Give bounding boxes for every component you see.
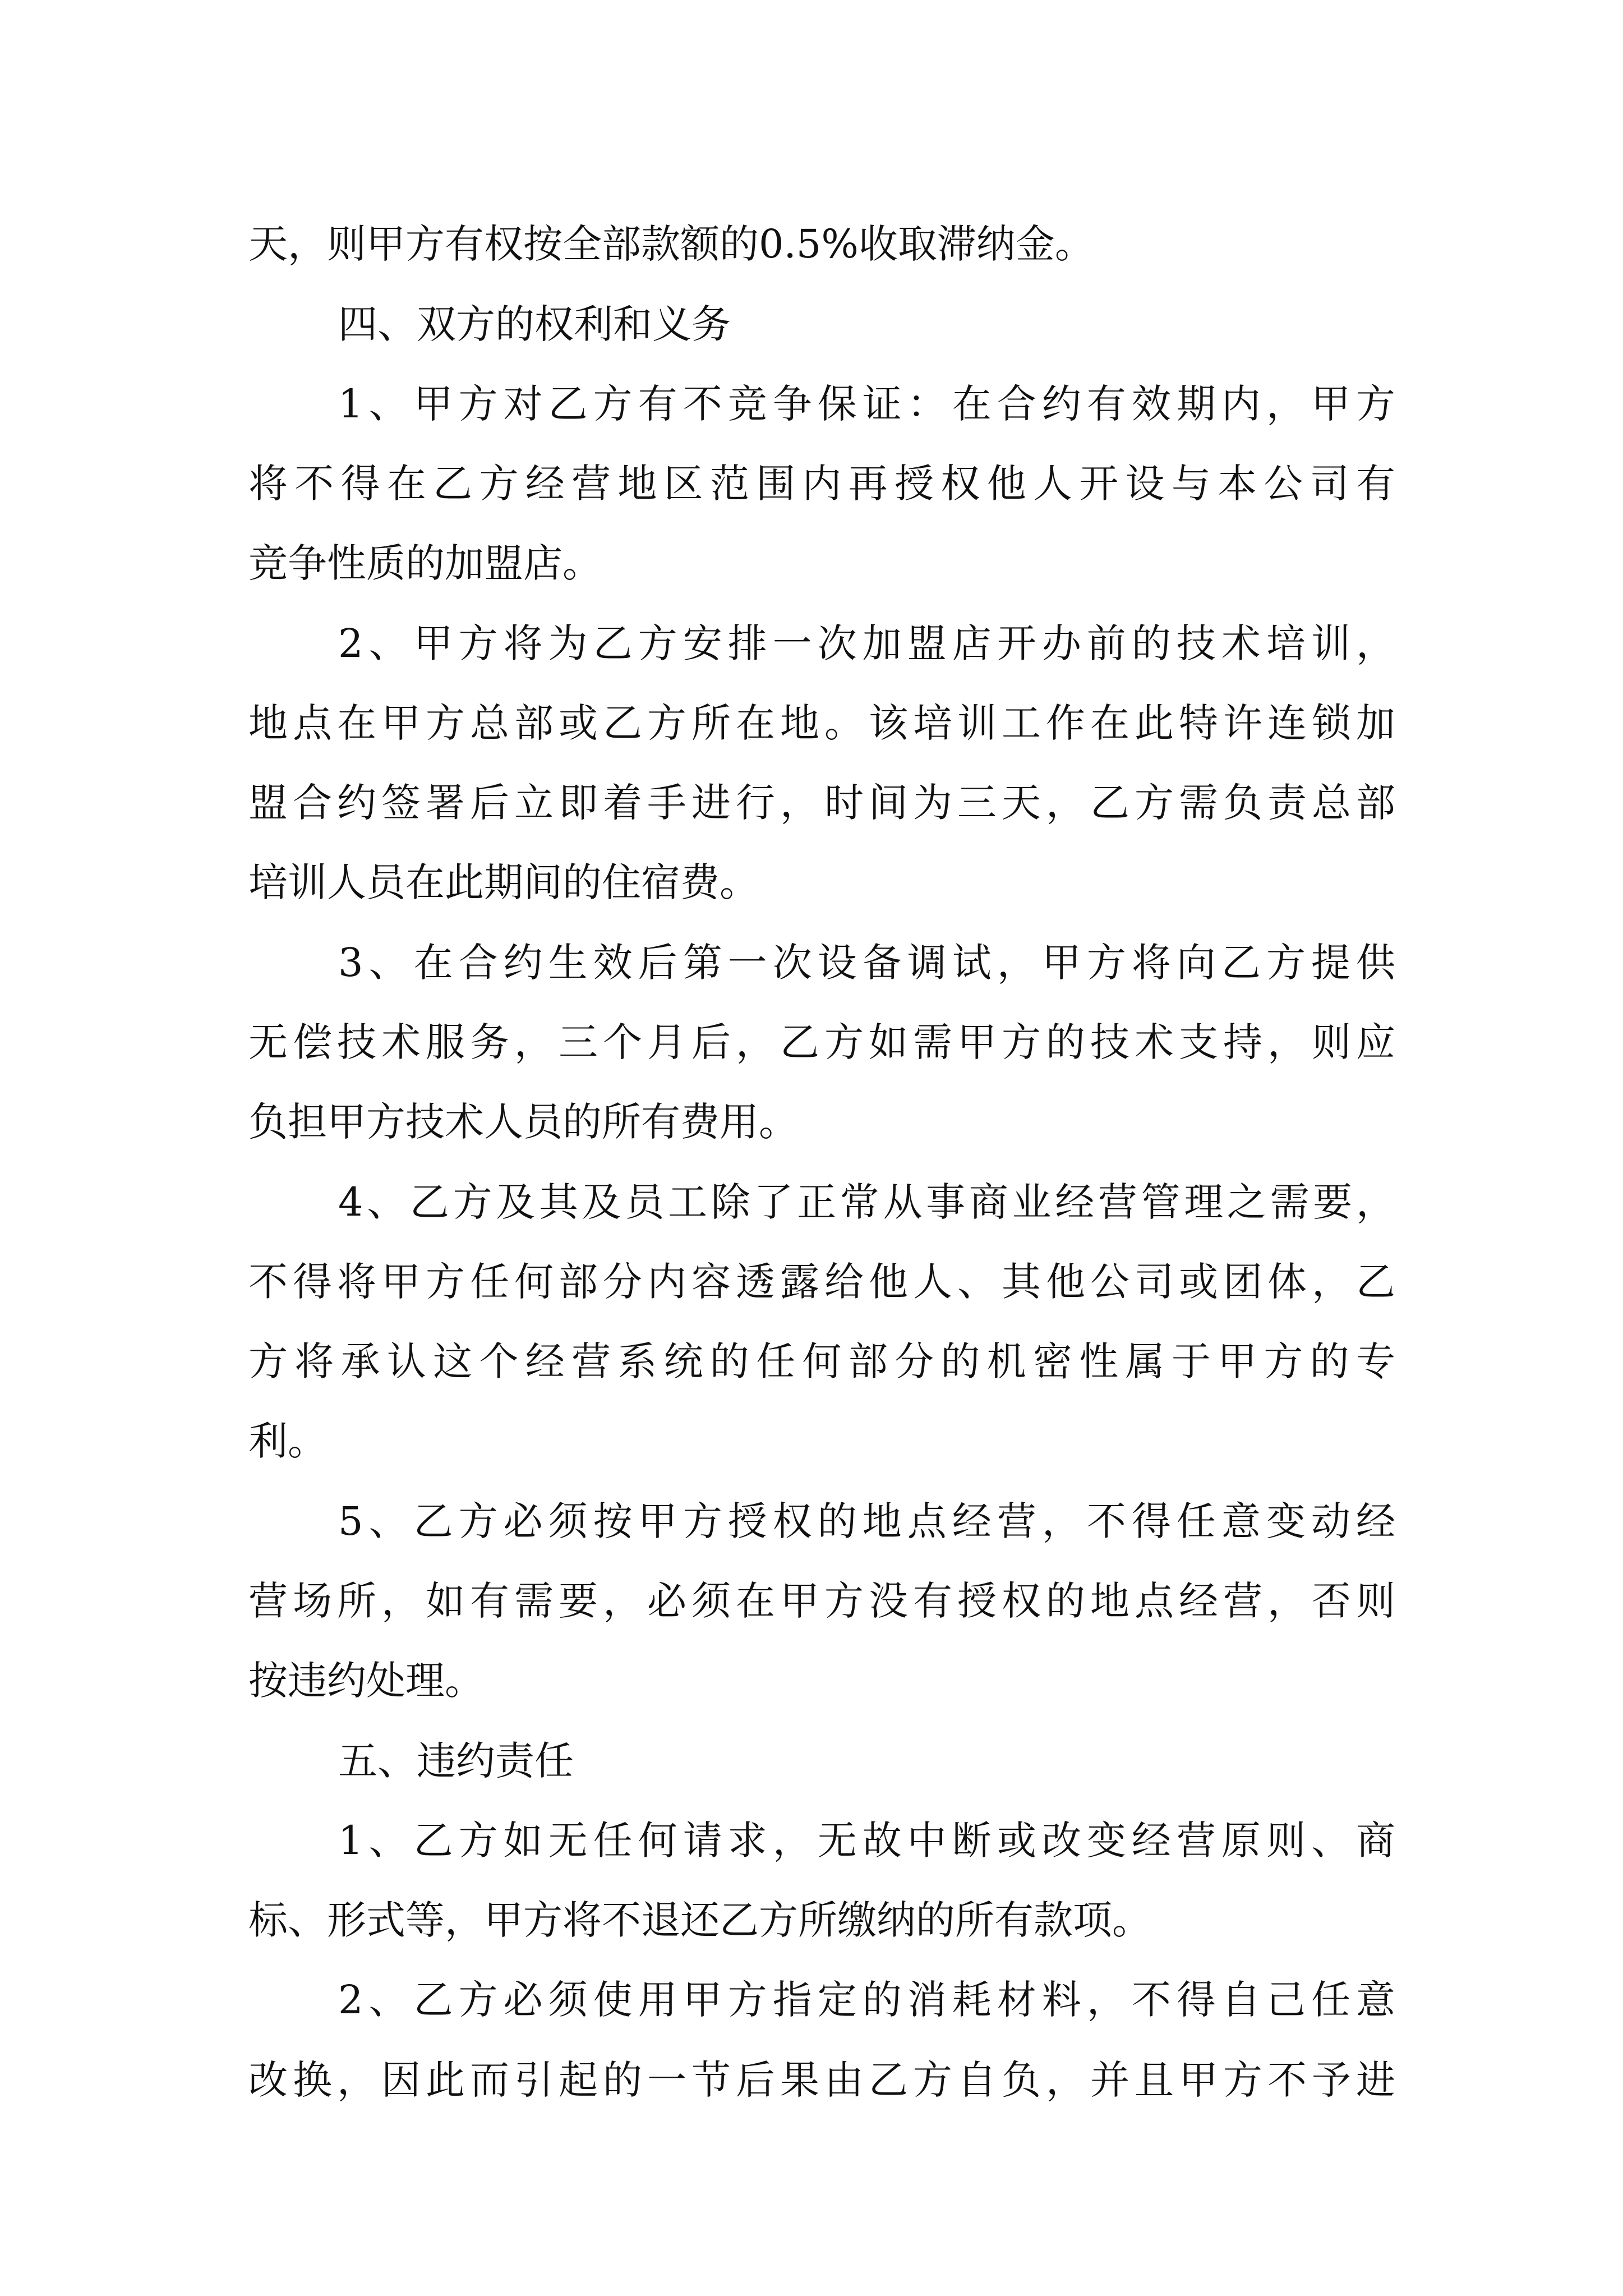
paragraph-line: 竞争性质的加盟店。: [248, 540, 602, 586]
section-heading-liability: 五、违约责任: [338, 1738, 574, 1784]
paragraph-line: 方将承认这个经营系统的任何部分的机密性属于甲方的专: [248, 1338, 1395, 1384]
paragraph-line: 地点在甲方总部或乙方所在地。该培训工作在此特许连锁加: [248, 700, 1395, 746]
paragraph-line: 负担甲方技术人员的所有费用。: [248, 1099, 798, 1145]
paragraph-line: 营场所，如有需要，必须在甲方没有授权的地点经营，否则: [248, 1578, 1395, 1624]
paragraph-line: 无偿技术服务，三个月后，乙方如需甲方的技术支持，则应: [248, 1019, 1395, 1065]
paragraph-line: 将不得在乙方经营地区范围内再授权他人开设与本公司有: [248, 461, 1395, 507]
paragraph-line: 天，则甲方有权按全部款额的0.5%收取滞纳金。: [248, 221, 1094, 267]
paragraph-line: 不得将甲方任何部分内容透露给他人、其他公司或团体，乙: [248, 1259, 1395, 1305]
paragraph-line: 标、形式等，甲方将不退还乙方所缴纳的所有款项。: [248, 1897, 1151, 1943]
section-heading-rights-obligations: 四、双方的权利和义务: [338, 301, 731, 347]
paragraph-line: 1、甲方对乙方有不竞争保证：在合约有效期内，甲方: [338, 381, 1395, 427]
paragraph-line: 4、乙方及其及员工除了正常从事商业经营管理之需要，: [338, 1179, 1395, 1225]
paragraph-line: 1、乙方如无任何请求，无故中断或改变经营原则、商: [338, 1818, 1395, 1864]
paragraph-line: 改换，因此而引起的一节后果由乙方自负，并且甲方不予进: [248, 2057, 1395, 2103]
paragraph-line: 5、乙方必须按甲方授权的地点经营，不得任意变动经: [338, 1498, 1395, 1544]
paragraph-line: 培训人员在此期间的住宿费。: [248, 859, 759, 905]
paragraph-line: 利。: [248, 1418, 327, 1464]
paragraph-line: 3、在合约生效后第一次设备调试，甲方将向乙方提供: [338, 940, 1395, 986]
paragraph-line: 按违约处理。: [248, 1658, 484, 1704]
paragraph-line: 盟合约签署后立即着手进行，时间为三天，乙方需负责总部: [248, 780, 1395, 826]
paragraph-line: 2、甲方将为乙方安排一次加盟店开办前的技术培训，: [338, 620, 1395, 666]
paragraph-line: 2、乙方必须使用甲方指定的消耗材料，不得自己任意: [338, 1977, 1395, 2023]
